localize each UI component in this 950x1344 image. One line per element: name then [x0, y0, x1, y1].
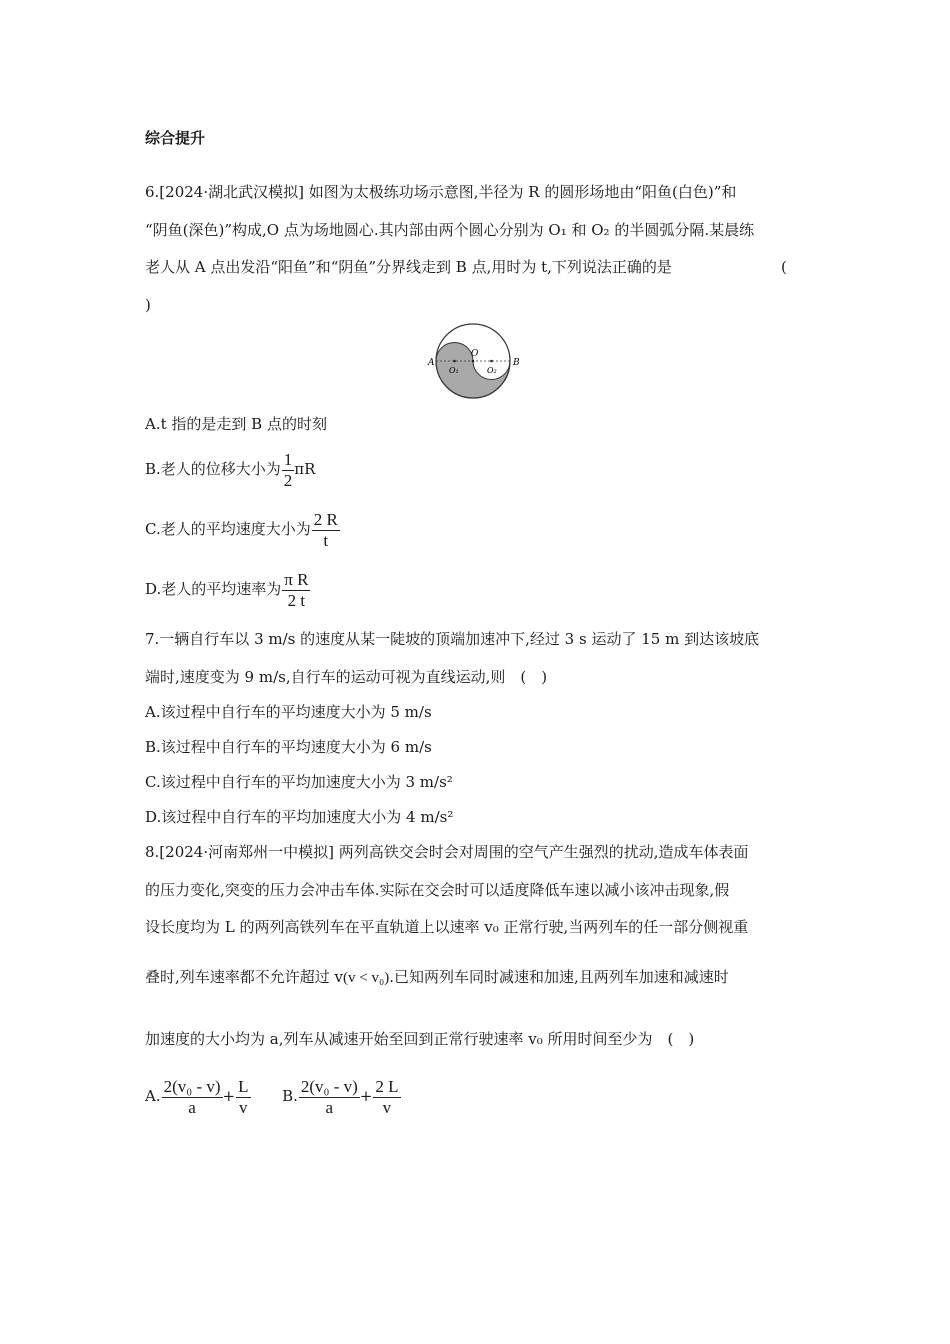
q8-line-1: 8.[2024·河南郑州一中模拟] 两列高铁交会时会对周围的空气产生强烈的扰动,造成车体表面	[145, 843, 749, 861]
q8-option-a	[145, 1076, 255, 1117]
q8-option-a-fraction-1	[162, 1077, 223, 1118]
fraction-denominator: a	[299, 1097, 360, 1118]
label-O2: O₂	[487, 366, 497, 375]
q6-option-c-text: C.老人的平均速度大小为	[145, 520, 311, 538]
q8-line-2: 的压力变化,突变的压力会冲击车体.实际在交会时可以适度降低车速以减小该冲击现象,假	[145, 881, 730, 899]
label-B: B	[513, 358, 520, 368]
fraction-denominator: 2 t	[282, 590, 310, 611]
q7-line-2: 端时,速度变为 9 m/s,自行车的运动可视为直线运动,则 ( )	[145, 668, 548, 686]
fraction-denominator: a	[162, 1097, 223, 1118]
fraction-numerator: 1	[283, 449, 293, 469]
q8-line-4-condition: (v < v₀)	[343, 970, 390, 986]
q7-option-d: D.该过程中自行车的平均加速度大小为 4 m/s²	[145, 808, 454, 826]
fraction-denominator: v	[373, 1097, 400, 1118]
q6-option-c-fraction	[312, 510, 340, 551]
q8-option-a-fraction-2	[236, 1077, 250, 1118]
q6-paren-close: )	[145, 296, 151, 314]
fraction-numerator: 2(v₀ - v)	[300, 1076, 358, 1096]
label-O1: O₁	[449, 366, 459, 375]
fraction-numerator: 2(v₀ - v)	[163, 1076, 221, 1096]
q8-line-4	[145, 962, 729, 993]
fraction-numerator: π R	[284, 569, 309, 589]
fraction-numerator: 2 L	[375, 1076, 399, 1096]
q7-option-a: A.该过程中自行车的平均速度大小为 5 m/s	[145, 703, 432, 721]
fraction-denominator: 2	[283, 470, 293, 490]
q7-line-1: 7.一辆自行车以 3 m/s 的速度从某一陡坡的顶端加速冲下,经过 3 s 运动了 15 m 到达该坡底	[145, 630, 760, 648]
q6-line-1: 6.[2024·湖北武汉模拟] 如图为太极练功场示意图,半径为 R 的圆形场地由“阳鱼(白色)”和	[145, 183, 737, 201]
q6-line-2: “阴鱼(深色)”构成,O 点为场地圆心.其内部由两个圆心分别为 O₁ 和 O₂ 的半圆弧分隔.某晨练	[145, 221, 755, 239]
q6-option-d-fraction	[282, 570, 310, 611]
q8-line-4-suffix: .已知两列车同时减速和加速,且两列车加速和减速时	[389, 968, 729, 986]
label-A: A	[428, 358, 435, 368]
taiji-figure	[425, 317, 535, 407]
q7-option-b: B.该过程中自行车的平均速度大小为 6 m/s	[145, 738, 432, 756]
q8-line-5: 加速度的大小均为 a,列车从减速开始至回到正常行驶速率 v₀ 所用时间至少为 ( )	[145, 1030, 695, 1048]
q8-option-b-fraction-1	[299, 1077, 360, 1118]
q8-option-b-fraction-2	[373, 1077, 400, 1118]
q6-option-c	[145, 508, 340, 551]
q7-option-c: C.该过程中自行车的平均加速度大小为 3 m/s²	[145, 773, 453, 791]
q6-option-b-text: B.老人的位移大小为	[145, 460, 281, 478]
option-label: B.	[282, 1087, 298, 1105]
condition-text: v < v₀	[348, 970, 385, 986]
plus-sign: +	[222, 1087, 236, 1105]
q8-options	[145, 1072, 401, 1120]
q6-line-3: 老人从 A 点出发沿“阳鱼”和“阴鱼”分界线走到 B 点,用时为 t,下列说法正确的是	[145, 258, 672, 276]
plus-sign: +	[359, 1087, 373, 1105]
fraction-denominator: t	[312, 530, 340, 551]
fraction-numerator: 2 R	[313, 509, 338, 529]
q6-option-d-text: D.老人的平均速率为	[145, 580, 282, 598]
q6-option-b	[145, 448, 315, 491]
q6-paren-open: (	[781, 258, 787, 276]
q6-option-d	[145, 568, 310, 611]
label-O: O	[471, 349, 479, 359]
section-title: 综合提升	[145, 129, 206, 147]
fraction-numerator: L	[238, 1076, 249, 1096]
q6-option-b-fraction	[282, 450, 295, 491]
q6-option-a: A.t 指的是走到 B 点的时刻	[145, 415, 327, 433]
q8-line-3: 设长度均为 L 的两列高铁列车在平直轨道上以速率 v₀ 正常行驶,当两列车的任一部分侧视重	[145, 918, 749, 936]
fraction-denominator: v	[236, 1097, 250, 1118]
option-label: A.	[145, 1087, 161, 1105]
taiji-diagram	[425, 317, 535, 403]
q6-option-b-suffix: πR	[294, 460, 316, 478]
q8-option-b	[282, 1076, 400, 1117]
q8-line-4-text: 叠时,列车速率都不允许超过 v	[145, 968, 344, 986]
